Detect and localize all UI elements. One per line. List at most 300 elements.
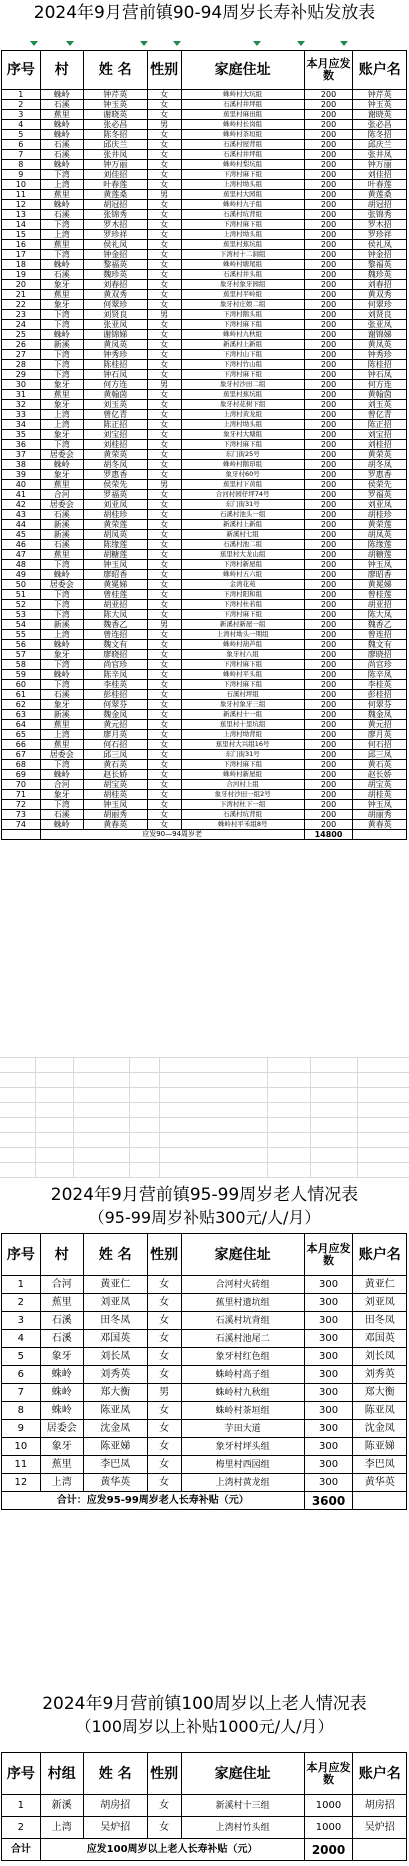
cell-no[interactable]: 69 (2, 770, 41, 780)
cell-name[interactable]: 陈亚娣 (83, 1438, 147, 1456)
cell-address[interactable]: 新溪村十三组 (181, 1795, 304, 1817)
cell-amount[interactable]: 200 (304, 260, 353, 270)
cell-account[interactable]: 黄荣莲 (353, 520, 407, 530)
cell-village[interactable]: 上湾 (40, 230, 83, 240)
cell-account[interactable]: 胡宝英 (353, 780, 407, 790)
cell-address[interactable]: 上湾村竹头组 (181, 1817, 304, 1839)
cell-amount[interactable]: 200 (304, 220, 353, 230)
cell-village[interactable]: 下湾 (40, 600, 83, 610)
cell-account[interactable]: 刘长凤 (353, 1348, 407, 1366)
cell-name[interactable]: 罗福英 (83, 490, 147, 500)
cell-no[interactable]: 48 (2, 560, 41, 570)
cell-amount[interactable]: 200 (304, 590, 353, 600)
cell-no[interactable]: 42 (2, 500, 41, 510)
cell-account[interactable]: 陈桂招 (353, 360, 407, 370)
cell-amount[interactable]: 200 (304, 530, 353, 540)
cell-amount[interactable]: 200 (304, 750, 353, 760)
cell-gender[interactable]: 女 (147, 790, 181, 800)
cell-address[interactable]: 象牙村花树下组 (181, 400, 304, 410)
cell-gender[interactable]: 女 (147, 440, 181, 450)
cell-amount[interactable]: 200 (304, 780, 353, 790)
cell-name[interactable]: 曾桂莲 (83, 590, 147, 600)
cell-address[interactable]: 合河村园仔坪74号 (181, 490, 304, 500)
cell-gender[interactable]: 女 (147, 820, 181, 830)
cell-name[interactable]: 刘桂招 (83, 440, 147, 450)
cell-no[interactable]: 23 (2, 310, 41, 320)
cell-gender[interactable]: 女 (147, 450, 181, 460)
cell-gender[interactable]: 女 (147, 510, 181, 520)
cell-gender[interactable]: 女 (147, 550, 181, 560)
cell-gender[interactable]: 女 (147, 540, 181, 550)
cell-village[interactable]: 居委会 (40, 1420, 83, 1438)
cell-address[interactable]: 蕉里村大龙山组 (181, 550, 304, 560)
cell-account[interactable]: 黄元招 (353, 720, 407, 730)
cell-gender[interactable]: 女 (147, 700, 181, 710)
cell-village[interactable]: 下湾 (40, 760, 83, 770)
cell-account[interactable]: 郑大衡 (353, 1384, 407, 1402)
cell-address[interactable]: 蕉里村蕉坑组 (181, 240, 304, 250)
cell-account[interactable]: 陈缘莲 (353, 540, 407, 550)
cell-gender[interactable]: 女 (147, 290, 181, 300)
cell-gender[interactable]: 女 (147, 750, 181, 760)
cell-address[interactable]: 上湾村坳背组 (181, 730, 304, 740)
cell-no[interactable]: 5 (2, 1348, 41, 1366)
cell-amount[interactable]: 200 (304, 130, 353, 140)
cell-name[interactable]: 郑大衡 (83, 1384, 147, 1402)
cell-amount[interactable]: 200 (304, 510, 353, 520)
cell-no[interactable]: 63 (2, 710, 41, 720)
cell-account[interactable]: 黄冕娣 (353, 580, 407, 590)
cell-gender[interactable]: 女 (147, 580, 181, 590)
cell-amount[interactable]: 200 (304, 320, 353, 330)
cell-gender[interactable]: 女 (147, 800, 181, 810)
cell-name[interactable]: 何方连 (83, 380, 147, 390)
cell-address[interactable]: 石溪村坪组 (181, 690, 304, 700)
cell-name[interactable]: 黎福英 (83, 260, 147, 270)
cell-amount[interactable]: 200 (304, 330, 353, 340)
cell-village[interactable]: 蛛岭 (40, 670, 83, 680)
cell-account[interactable]: 吴炉招 (353, 1817, 407, 1839)
cell-village[interactable]: 象牙 (40, 280, 83, 290)
cell-no[interactable]: 31 (2, 390, 41, 400)
cell-gender[interactable]: 女 (147, 410, 181, 420)
cell-no[interactable]: 47 (2, 550, 41, 560)
cell-name[interactable]: 何翠芬 (83, 700, 147, 710)
cell-no[interactable]: 7 (2, 1384, 41, 1402)
cell-no[interactable]: 45 (2, 530, 41, 540)
cell-gender[interactable]: 女 (147, 740, 181, 750)
cell-no[interactable]: 13 (2, 210, 41, 220)
cell-gender[interactable]: 女 (147, 600, 181, 610)
cell-address[interactable]: 蕉里村遗坑组 (181, 1294, 304, 1312)
cell-amount[interactable]: 200 (304, 560, 353, 570)
cell-address[interactable]: 新溪村上新组 (181, 340, 304, 350)
cell-amount[interactable]: 200 (304, 620, 353, 630)
cell-village[interactable]: 下湾 (40, 660, 83, 670)
cell-village[interactable]: 象牙 (40, 650, 83, 660)
cell-amount[interactable]: 300 (304, 1294, 353, 1312)
cell-name[interactable]: 陈缘莲 (83, 540, 147, 550)
cell-amount[interactable]: 200 (304, 400, 353, 410)
cell-no[interactable]: 64 (2, 720, 41, 730)
cell-account[interactable]: 黄华英 (353, 1474, 407, 1492)
cell-address[interactable]: 下湾村麻下组 (181, 610, 304, 620)
cell-no[interactable]: 43 (2, 510, 41, 520)
cell-address[interactable]: 石溪村坑背组 (181, 810, 304, 820)
filter-dropdown-icon[interactable] (140, 41, 148, 46)
cell-account[interactable]: 陈亚娣 (353, 1438, 407, 1456)
cell-gender[interactable]: 女 (147, 1348, 181, 1366)
cell-gender[interactable]: 男 (147, 120, 181, 130)
cell-name[interactable]: 沈金凤 (83, 1420, 147, 1438)
cell-address[interactable]: 石溪村屋背组 (181, 140, 304, 150)
cell-gender[interactable]: 女 (147, 650, 181, 660)
cell-name[interactable]: 何翠珍 (83, 300, 147, 310)
cell-no[interactable]: 35 (2, 430, 41, 440)
cell-address[interactable]: 东门街31号 (181, 500, 304, 510)
cell-address[interactable]: 象牙村沙田二组 (181, 380, 304, 390)
cell-village[interactable]: 蕉里 (40, 110, 83, 120)
cell-account[interactable]: 曾亿青 (353, 410, 407, 420)
cell-no[interactable]: 22 (2, 300, 41, 310)
cell-village[interactable]: 石溪 (40, 150, 83, 160)
cell-gender[interactable]: 女 (147, 330, 181, 340)
cell-gender[interactable]: 女 (147, 770, 181, 780)
cell-account[interactable]: 张亚凤 (353, 320, 407, 330)
cell-village[interactable]: 象牙 (40, 400, 83, 410)
cell-name[interactable]: 胡亚招 (83, 600, 147, 610)
cell-gender[interactable]: 女 (147, 590, 181, 600)
cell-name[interactable]: 胡冬凤 (83, 460, 147, 470)
cell-name[interactable]: 胡冠招 (83, 200, 147, 210)
cell-account[interactable]: 钟玉英 (353, 100, 407, 110)
cell-account[interactable]: 廖月英 (353, 730, 407, 740)
cell-gender[interactable]: 男 (147, 190, 181, 200)
cell-account[interactable]: 钟玉凤 (353, 560, 407, 570)
cell-no[interactable]: 28 (2, 360, 41, 370)
cell-address[interactable]: 新溪村新屋一组 (181, 620, 304, 630)
cell-amount[interactable]: 200 (304, 670, 353, 680)
cell-no[interactable]: 49 (2, 570, 41, 580)
cell-no[interactable]: 54 (2, 620, 41, 630)
cell-no[interactable]: 2 (2, 1294, 41, 1312)
cell-village[interactable]: 蛛岭 (40, 330, 83, 340)
cell-no[interactable]: 24 (2, 320, 41, 330)
cell-village[interactable]: 下湾 (40, 590, 83, 600)
cell-amount[interactable]: 300 (304, 1420, 353, 1438)
cell-name[interactable]: 刘亚凤 (83, 500, 147, 510)
cell-amount[interactable]: 200 (304, 570, 353, 580)
cell-village[interactable]: 合河 (40, 490, 83, 500)
cell-village[interactable]: 蕉里 (40, 290, 83, 300)
cell-no[interactable]: 65 (2, 730, 41, 740)
cell-no[interactable]: 71 (2, 790, 41, 800)
cell-amount[interactable]: 1000 (304, 1795, 353, 1817)
cell-name[interactable]: 吴炉招 (83, 1817, 147, 1839)
cell-gender[interactable]: 女 (147, 630, 181, 640)
cell-account[interactable]: 魏珍英 (353, 270, 407, 280)
cell-amount[interactable]: 200 (304, 230, 353, 240)
cell-account[interactable]: 黎福英 (353, 260, 407, 270)
cell-gender[interactable]: 女 (147, 1474, 181, 1492)
cell-no[interactable]: 58 (2, 660, 41, 670)
cell-address[interactable]: 东门街31号 (181, 750, 304, 760)
filter-dropdown-icon[interactable] (340, 41, 348, 46)
cell-no[interactable]: 15 (2, 230, 41, 240)
cell-amount[interactable]: 200 (304, 280, 353, 290)
cell-address[interactable]: 下湾村麻下组 (181, 370, 304, 380)
cell-address[interactable]: 合河村上组 (181, 780, 304, 790)
cell-address[interactable]: 下湾村麻下组 (181, 220, 304, 230)
cell-no[interactable]: 72 (2, 800, 41, 810)
cell-address[interactable]: 象牙村庄娘二组 (181, 300, 304, 310)
cell-name[interactable]: 胡宝英 (83, 780, 147, 790)
cell-address[interactable]: 蛛岭村梨坑组 (181, 160, 304, 170)
cell-account[interactable]: 黄亚仁 (353, 1276, 407, 1294)
cell-gender[interactable]: 女 (147, 250, 181, 260)
cell-no[interactable]: 1 (2, 1795, 41, 1817)
cell-gender[interactable]: 女 (147, 430, 181, 440)
cell-name[interactable]: 胡桂珍 (83, 510, 147, 520)
cell-name[interactable]: 曾连招 (83, 630, 147, 640)
cell-amount[interactable]: 200 (304, 810, 353, 820)
cell-address[interactable]: 蛛岭村大坑组 (181, 90, 304, 100)
cell-account[interactable]: 钟万丽 (353, 160, 407, 170)
cell-address[interactable]: 蕉里村下黄组 (181, 480, 304, 490)
cell-gender[interactable]: 女 (147, 140, 181, 150)
cell-no[interactable]: 46 (2, 540, 41, 550)
cell-village[interactable]: 石溪 (40, 690, 83, 700)
cell-name[interactable]: 刘贤良 (83, 310, 147, 320)
cell-amount[interactable]: 200 (304, 650, 353, 660)
cell-account[interactable]: 张必昌 (353, 120, 407, 130)
cell-no[interactable]: 12 (2, 1474, 41, 1492)
cell-account[interactable]: 侯荣先 (353, 480, 407, 490)
cell-name[interactable]: 廖月英 (83, 730, 147, 740)
cell-gender[interactable]: 女 (147, 130, 181, 140)
cell-address[interactable]: 蕉里村麻田组 (181, 110, 304, 120)
cell-amount[interactable]: 200 (304, 720, 353, 730)
cell-amount[interactable]: 200 (304, 150, 353, 160)
cell-name[interactable]: 钟金招 (83, 250, 147, 260)
cell-gender[interactable]: 女 (147, 1456, 181, 1474)
cell-address[interactable]: 下湾村麻下组 (181, 170, 304, 180)
filter-dropdown-icon[interactable] (297, 41, 305, 46)
cell-address[interactable]: 上湾村黄龙组 (181, 410, 304, 420)
cell-name[interactable]: 罗珍祥 (83, 230, 147, 240)
cell-account[interactable]: 沈金凤 (353, 1420, 407, 1438)
cell-gender[interactable]: 女 (147, 780, 181, 790)
cell-address[interactable]: 石溪村坑背组 (181, 210, 304, 220)
cell-account[interactable]: 何翠珍 (353, 300, 407, 310)
cell-village[interactable]: 居委会 (40, 500, 83, 510)
cell-amount[interactable]: 200 (304, 370, 353, 380)
cell-account[interactable]: 胡凤英 (353, 530, 407, 540)
cell-address[interactable]: 石溪村池二组 (181, 540, 304, 550)
cell-village[interactable]: 上湾 (40, 630, 83, 640)
cell-village[interactable]: 石溪 (40, 140, 83, 150)
cell-account[interactable]: 钟芹英 (353, 90, 407, 100)
cell-no[interactable]: 21 (2, 290, 41, 300)
cell-no[interactable]: 38 (2, 460, 41, 470)
cell-village[interactable]: 上湾 (40, 420, 83, 430)
cell-name[interactable]: 张锦秀 (83, 210, 147, 220)
cell-address[interactable]: 下湾村阳和组 (181, 590, 304, 600)
cell-gender[interactable]: 女 (147, 810, 181, 820)
cell-no[interactable]: 11 (2, 190, 41, 200)
cell-address[interactable]: 蛛岭村塘尾组 (181, 260, 304, 270)
cell-gender[interactable]: 女 (147, 1366, 181, 1384)
cell-no[interactable]: 62 (2, 700, 41, 710)
cell-no[interactable]: 12 (2, 200, 41, 210)
cell-name[interactable]: 黄亚仁 (83, 1276, 147, 1294)
cell-address[interactable]: 石溪村井坪组 (181, 150, 304, 160)
cell-amount[interactable]: 200 (304, 710, 353, 720)
cell-account[interactable]: 刘宝招 (353, 430, 407, 440)
cell-gender[interactable]: 女 (147, 1817, 181, 1839)
cell-address[interactable]: 下湾村新屋组 (181, 560, 304, 570)
cell-amount[interactable]: 200 (304, 120, 353, 130)
cell-name[interactable]: 侯荣先 (83, 480, 147, 490)
cell-amount[interactable]: 200 (304, 740, 353, 750)
cell-gender[interactable]: 女 (147, 490, 181, 500)
cell-account[interactable]: 曾连招 (353, 630, 407, 640)
cell-amount[interactable]: 200 (304, 410, 353, 420)
cell-account[interactable]: 黄翰茵 (353, 390, 407, 400)
cell-address[interactable]: 象牙村象牙园组 (181, 280, 304, 290)
cell-name[interactable]: 邓国英 (83, 1330, 147, 1348)
cell-address[interactable]: 蕉里村大兴组16号 (181, 740, 304, 750)
cell-amount[interactable]: 200 (304, 580, 353, 590)
cell-account[interactable]: 谢晓英 (353, 110, 407, 120)
cell-address[interactable]: 象牙村60号 (181, 470, 304, 480)
cell-account[interactable]: 陈辛凤 (353, 670, 407, 680)
cell-no[interactable]: 74 (2, 820, 41, 830)
cell-gender[interactable]: 女 (147, 760, 181, 770)
cell-gender[interactable]: 女 (147, 180, 181, 190)
cell-village[interactable]: 蛛岭 (40, 260, 83, 270)
cell-amount[interactable]: 200 (304, 110, 353, 120)
cell-account[interactable]: 何翠芬 (353, 700, 407, 710)
cell-account[interactable]: 钟金招 (353, 250, 407, 260)
cell-account[interactable]: 廖昭香 (353, 570, 407, 580)
cell-address[interactable]: 蛛岭村鹅昂组 (181, 460, 304, 470)
cell-gender[interactable]: 女 (147, 520, 181, 530)
cell-no[interactable]: 4 (2, 1330, 41, 1348)
cell-name[interactable]: 陈冬招 (83, 130, 147, 140)
cell-village[interactable]: 上湾 (40, 180, 83, 190)
cell-village[interactable]: 蕉里 (40, 390, 83, 400)
cell-account[interactable]: 胡房招 (353, 1795, 407, 1817)
cell-gender[interactable]: 女 (147, 710, 181, 720)
cell-gender[interactable]: 女 (147, 220, 181, 230)
cell-no[interactable]: 6 (2, 140, 41, 150)
cell-gender[interactable]: 女 (147, 640, 181, 650)
total-value[interactable]: 2000 (304, 1839, 353, 1861)
cell-account[interactable]: 罗福英 (353, 490, 407, 500)
cell-no[interactable]: 5 (2, 130, 41, 140)
cell-no[interactable]: 61 (2, 690, 41, 700)
cell-address[interactable]: 新溪村上新组 (181, 520, 304, 530)
cell-village[interactable]: 蛛岭 (40, 770, 83, 780)
cell-account[interactable]: 刘亚凤 (353, 500, 407, 510)
cell-address[interactable]: 蛛岭村九子组 (181, 200, 304, 210)
cell-address[interactable]: 合河村火砖组 (181, 1276, 304, 1294)
cell-account[interactable]: 谢锦娣 (353, 330, 407, 340)
cell-name[interactable]: 刘长凤 (83, 1348, 147, 1366)
cell-village[interactable]: 蕉里 (40, 1294, 83, 1312)
cell-gender[interactable]: 女 (147, 1294, 181, 1312)
cell-village[interactable]: 下湾 (40, 170, 83, 180)
cell-account[interactable]: 黄石英 (353, 760, 407, 770)
cell-amount[interactable]: 300 (304, 1456, 353, 1474)
cell-no[interactable]: 60 (2, 680, 41, 690)
cell-account[interactable]: 张锦秀 (353, 210, 407, 220)
cell-account[interactable]: 罗惠香 (353, 470, 407, 480)
cell-no[interactable]: 70 (2, 780, 41, 790)
cell-name[interactable]: 黄春英 (83, 820, 147, 830)
cell-no[interactable]: 32 (2, 400, 41, 410)
cell-address[interactable]: 蛛岭村葫芦组 (181, 640, 304, 650)
cell-name[interactable]: 谢晓英 (83, 110, 147, 120)
cell-address[interactable]: 下湾村杜下一组 (181, 800, 304, 810)
cell-account[interactable]: 魏金凤 (353, 710, 407, 720)
cell-name[interactable]: 黄翰茵 (83, 390, 147, 400)
cell-gender[interactable]: 男 (147, 480, 181, 490)
cell-amount[interactable]: 200 (304, 360, 353, 370)
cell-name[interactable]: 钟玉凤 (83, 800, 147, 810)
cell-no[interactable]: 17 (2, 250, 41, 260)
cell-village[interactable]: 蛛岭 (40, 120, 83, 130)
cell-amount[interactable]: 200 (304, 680, 353, 690)
cell-village[interactable]: 蛛岭 (40, 90, 83, 100)
cell-village[interactable]: 蛛岭 (40, 200, 83, 210)
cell-amount[interactable]: 200 (304, 630, 353, 640)
cell-account[interactable]: 胡冠招 (353, 200, 407, 210)
total-value[interactable]: 14800 (304, 830, 353, 840)
cell-address[interactable]: 象牙村坪头组 (181, 1438, 304, 1456)
cell-address[interactable]: 蕉里村十里坑组 (181, 720, 304, 730)
cell-account[interactable]: 彭桂招 (353, 690, 407, 700)
cell-amount[interactable]: 200 (304, 490, 353, 500)
cell-gender[interactable]: 女 (147, 370, 181, 380)
cell-name[interactable]: 罗惠香 (83, 470, 147, 480)
cell-address[interactable]: 东门街25号 (181, 450, 304, 460)
cell-village[interactable]: 石溪 (40, 1330, 83, 1348)
cell-amount[interactable]: 200 (304, 90, 353, 100)
cell-amount[interactable]: 300 (304, 1276, 353, 1294)
cell-village[interactable]: 蛛岭 (40, 460, 83, 470)
cell-name[interactable]: 赵长娇 (83, 770, 147, 780)
cell-village[interactable]: 蛛岭 (40, 570, 83, 580)
cell-account[interactable]: 张井凤 (353, 150, 407, 160)
cell-name[interactable]: 刘佳招 (83, 170, 147, 180)
cell-account[interactable]: 黄双秀 (353, 290, 407, 300)
cell-no[interactable]: 67 (2, 750, 41, 760)
cell-name[interactable]: 黄双秀 (83, 290, 147, 300)
cell-account[interactable]: 刘佳招 (353, 170, 407, 180)
cell-amount[interactable]: 200 (304, 480, 353, 490)
cell-account[interactable]: 黄凤英 (353, 340, 407, 350)
cell-no[interactable]: 19 (2, 270, 41, 280)
cell-amount[interactable]: 200 (304, 140, 353, 150)
cell-account[interactable]: 钟石凤 (353, 370, 407, 380)
cell-village[interactable]: 象牙 (40, 700, 83, 710)
cell-gender[interactable]: 女 (147, 170, 181, 180)
cell-account[interactable]: 钟玉凤 (353, 800, 407, 810)
cell-no[interactable]: 10 (2, 1438, 41, 1456)
cell-village[interactable]: 新溪 (40, 1795, 83, 1817)
